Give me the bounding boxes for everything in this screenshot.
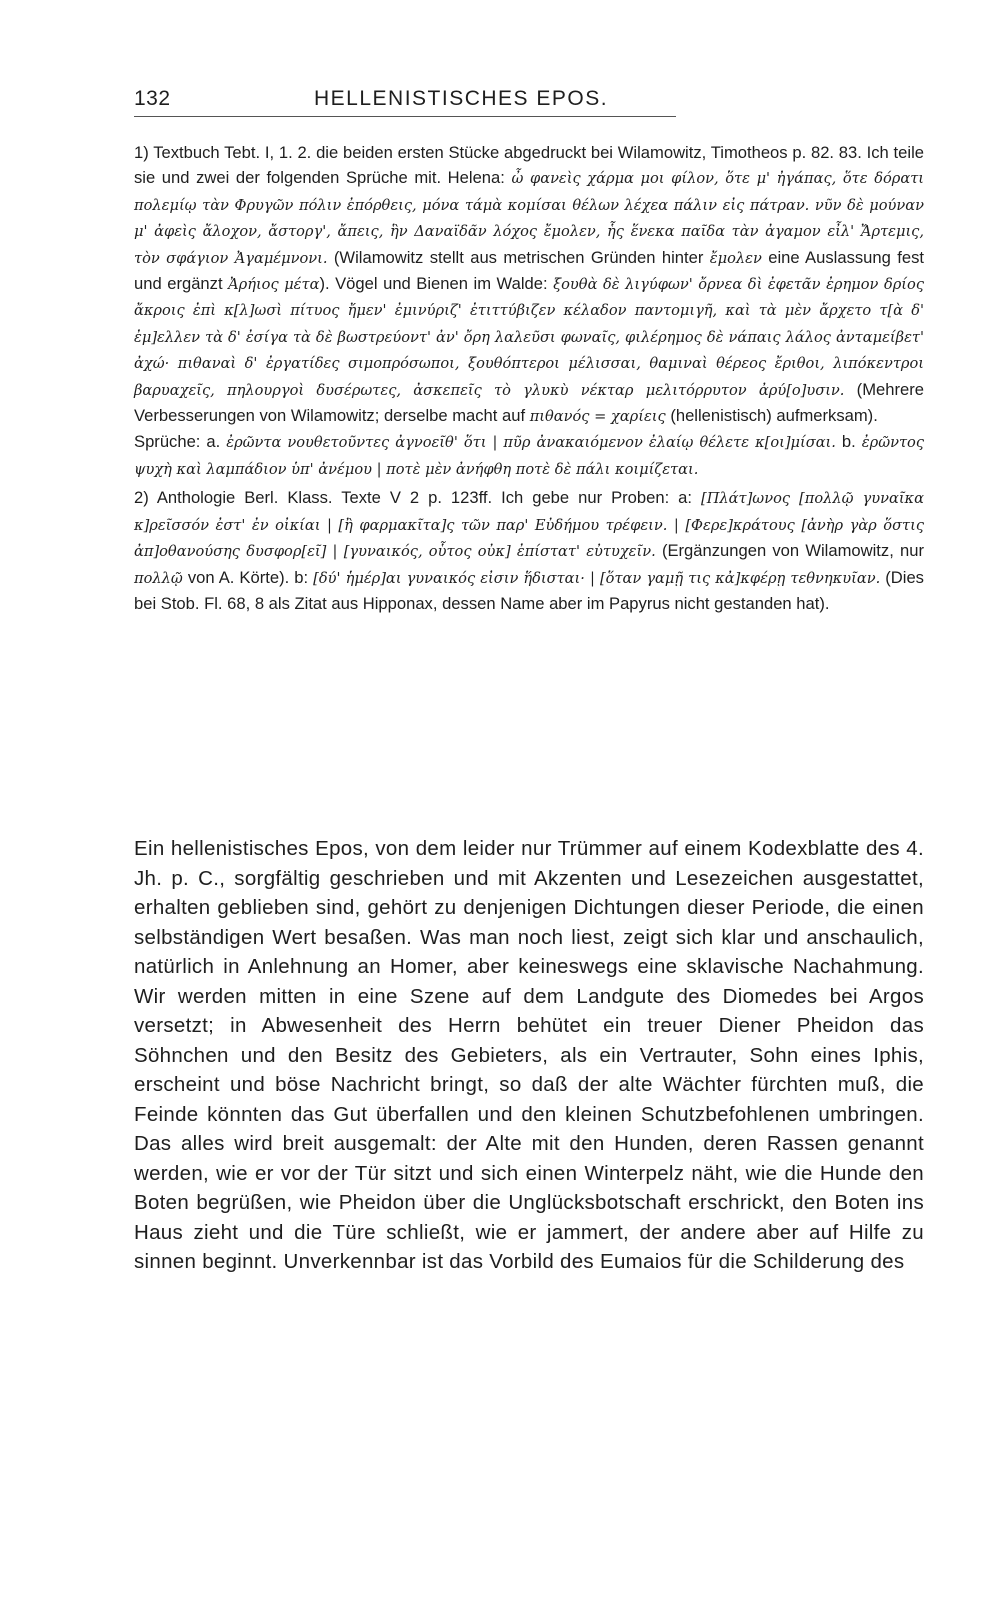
greek-quote-birds-bees: ξουθὰ δὲ λιγύφων' ὄρνεα δὶ ἐφετᾶν ἐρημον δρίος ἄκροις ἐπὶ κ[λ]ωσὶ πίτυος ἤμεν' ἐμινύριζ' ἐτιττύβιζεν κέλαδον παντομιγῆ, καὶ τὰ μὲν ἄρχετο τ[ὰ δ' ἐμ]ελλεν τὰ δ' ἐσίγα τὰ δὲ βωστρεύοντ' ἀν' ὄρη λαλεῦσι φωναῖς, φιλέρημος δὲ νάπαις λάλος ἀνταμείβετ' ἀχώ· πιθαναὶ δ' ἐργατίδες σιμοπρόσωποι, ξουθόπτεροι μέλισσαι, θαμιναὶ θέρεος ἔριθοι, λιπόκεντροι βαρυαχεῖς, πηλουργοὶ δυσέρωτες, ἀσκεπεῖς τὸ γλυκὺ νέκταρ μελιτόρρυτον ἀρύ[ο]υσιν. [134,276,924,399]
footnote-2-text-a: 2) Anthologie Berl. Klass. Texte V 2 p. 123ff. Ich gebe nur Proben: a: [134,488,701,508]
sayings-b-label: b. [835,432,862,452]
footnote-2-text-c: von A. Körte). b: [182,567,314,587]
greek-word: πιθανός = χαρίεις [529,408,666,426]
greek-word: πολλῷ [134,569,183,587]
running-header [134,82,676,117]
footnote-2-text-d: (Dies bei Stob. Fl. 68, 8 als Zitat aus Hipponax, dessen Name aber im Papyrus nicht gestanden hat). [134,567,924,613]
footnotes [134,140,924,616]
greek-word: Ἀρήιος μέτα [228,276,320,294]
footnote-1-text-f: (hellenistisch) aufmerksam). [665,406,878,426]
footnote-1-text-b: (Wilamowitz stellt aus metrischen Gründen hinter [327,247,710,267]
footnote-1-text-d: ). Vögel und Bienen im Walde: [319,274,554,294]
page-number: 132 [134,87,171,110]
greek-word: ἔμολεν [709,249,762,267]
greek-quote-b: [δύ' ἡμέρ]αι γυναικός εἰσιν ἥδισται· | [ὅταν γαμῇ τις κἀ]κφέρῃ τεθνηκυῖαν. [313,569,881,587]
running-title: HELLENISTISCHES EPOS. [314,87,609,110]
footnote-2 [134,485,924,616]
footnote-1-sayings [134,429,924,482]
footnote-1-text-a: 1) Textbuch Tebt. I, 1. 2. die beiden ersten Stücke abgedruckt bei Wilamowitz, Timotheos p. 82. 83. Ich teile sie und zwei der folgenden Sprüche mit. Helena: [134,143,924,188]
footnote-1 [134,140,924,429]
footnote-1-text-e: (Mehrere Verbesserungen von Wilamowitz; derselbe macht auf [134,379,924,426]
greek-saying-b: ἐρῶντος ψυχὴ καὶ λαμπάδιον ὑπ' ἀνέμου | ποτὲ μὲν ἀνήφθη ποτὲ δὲ πάλι κοιμίζεται. [134,434,924,478]
greek-saying-a: ἐρῶντα νουθετοῦντες ἀγνοεῖθ' ὅτι | πῦρ ἀνακαιόμενον ἐλαίῳ θέλετε κ[οι]μίσαι. [226,434,836,452]
greek-quote-helena: ὦ φανεὶς χάρμα μοι φίλον, ὅτε μ' ἠγάπας, ὅτε δόρατι πολεμίῳ τὰν Φρυγῶν πόλιν ἐπόρθεις, μόνα τάμὰ κομίσαι θέλων λέχεα πάλιν εἰς πάτραν. νῦν δὲ μούναν μ' ἀφεὶς ἄλοχον, ἄστοργ', ἄπεις, ἣν Δαναϊδᾶν λόχος ἔμολεν, ἧς ἕνεκα παῖδα τὰν ἀγαμον εἶλ' Ἄρτεμις, τὸν σφάγιον Ἀγαμέμνονι. [134,170,924,267]
sayings-label: Sprüche: a. [134,432,227,452]
main-text [134,834,924,1277]
footnote-2-text-b: (Ergänzungen von Wilamowitz, nur [655,541,924,561]
greek-quote-a: [Πλάτ]ωνος [πολλῷ γυναῖκα κ]ρεῖσσόν ἐστ' ἐν οἰκίαι | [ἢ φαρμακῖτα]ς τῶν παρ' Εὐδήμου τρέφειν. | [Φερε]κράτους [ἀνὴρ γὰρ ὅστις ἀπ]οθανούσης δυσφορ[εῖ] | [γυναικός, οὗτος οὐκ] ἐπίστατ' εὐτυχεῖν. [134,490,924,561]
footnote-1-text-c: eine Auslassung fest und ergänzt [134,247,924,294]
main-paragraph: Ein hellenistisches Epos, von dem leider nur Trümmer auf einem Kodexblatte des 4. Jh. p. C., sorgfältig geschrieben und mit Akzenten und Lesezeichen ausgestattet, erhalten geblieben sind, gehört zu denjenigen Dichtungen dieser Periode, die einen selbständigen Wert besaßen. Was man noch liest, zeigt sich klar und anschaulich, natürlich in Anlehnung an Homer, aber keineswegs eine sklavische Nachahmung. Wir werden mitten in eine Szene auf dem Landgute des Diomedes bei Argos versetzt; in Abwesenheit des Herrn behütet ein treuer Diener Pheidon das Söhnchen und den Besitz des Gebieters, als ein Vertrauter, Sohn eines Iphis, erscheint und böse Nachricht bringt, so daß der alte Wächter fürchten muß, die Feinde könnten das Gut überfallen und den kleinen Schutzbefohlenen umbringen. Das alles wird breit ausgemalt: der Alte mit den Hunden, deren Rassen genannt werden, wie er vor der Tür sitzt und sich einen Winterpelz näht, wie die Hunde den Boten begrüßen, wie Pheidon über die Unglücksbotschaft erschrickt, den Boten ins Haus zieht und die Türe schließt, wie er jammert, der andere aber auf Hilfe zu sinnen beginnt. Unverkennbar ist das Vorbild des Eumaios für die Schilderung des [134,837,924,1273]
